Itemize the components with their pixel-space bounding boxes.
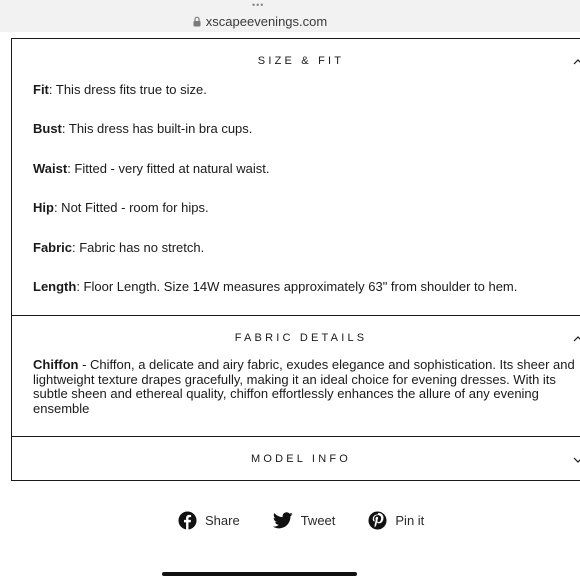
fabric-details-header[interactable]: FABRIC DETAILS: [234, 332, 368, 344]
row-text: : Not Fitted - room for hips.: [53, 200, 209, 215]
address-bar[interactable]: [0, 11, 520, 31]
size-fit-row-bust: [33, 121, 578, 136]
row-text: : Floor Length. Size 14W measures approximately 63" from shoulder to hem.: [76, 279, 518, 294]
pin-label: Pin it: [395, 512, 425, 528]
row-text: : Fitted - very fitted at natural waist.: [67, 161, 270, 176]
share-pinterest-button[interactable]: [368, 511, 424, 530]
pinterest-icon: [368, 511, 387, 530]
size-fit-header[interactable]: SIZE & FIT: [257, 55, 345, 67]
fabric-details-text: [33, 358, 580, 416]
twitter-icon: [273, 512, 293, 529]
chevron-up-icon[interactable]: [573, 58, 580, 66]
social-share-row: [178, 509, 457, 531]
home-indicator[interactable]: [162, 572, 357, 576]
more-dots[interactable]: •••: [252, 0, 265, 10]
chevron-down-icon[interactable]: [573, 456, 580, 464]
browser-top-bar: [0, 0, 580, 32]
row-label: Fit: [33, 82, 49, 97]
divider-size-fabric: [11, 315, 580, 316]
row-label: Hip: [33, 200, 54, 215]
size-fit-row-length: [33, 279, 578, 294]
facebook-icon: [178, 511, 197, 530]
share-facebook-button[interactable]: [178, 511, 240, 530]
fabric-description: - Chiffon, a delicate and airy fabric, exudes elegance and sophistication. Its sheer and lightweight texture drapes gracefully, making it an ideal choice for evening dresses. With its subtle sheen and ethereal quality, chiffon effortlessly enhances the allure of any evening ensemble: [33, 357, 575, 416]
share-twitter-button[interactable]: [273, 512, 336, 529]
divider-fabric-model: [11, 436, 580, 437]
chevron-up-icon[interactable]: [573, 335, 580, 343]
url-text: xscapeevenings.com: [205, 13, 328, 29]
size-fit-row-fabric: [33, 240, 578, 255]
row-text: : Fabric has no stretch.: [72, 240, 205, 255]
tweet-label: Tweet: [300, 512, 336, 528]
size-fit-row-fit: [33, 82, 578, 97]
row-label: Length: [33, 279, 77, 294]
row-label: Bust: [33, 121, 62, 136]
size-fit-row-hip: [33, 200, 578, 215]
model-info-header[interactable]: MODEL INFO: [250, 453, 352, 465]
row-text: : This dress has built-in bra cups.: [61, 121, 253, 136]
row-label: Waist: [33, 161, 68, 176]
share-label: Share: [205, 512, 240, 528]
lock-icon: [193, 16, 201, 27]
size-fit-row-waist: [33, 161, 578, 176]
row-label: Fabric: [33, 240, 73, 255]
row-text: : This dress fits true to size.: [48, 82, 207, 97]
fabric-label: Chiffon: [33, 357, 79, 372]
